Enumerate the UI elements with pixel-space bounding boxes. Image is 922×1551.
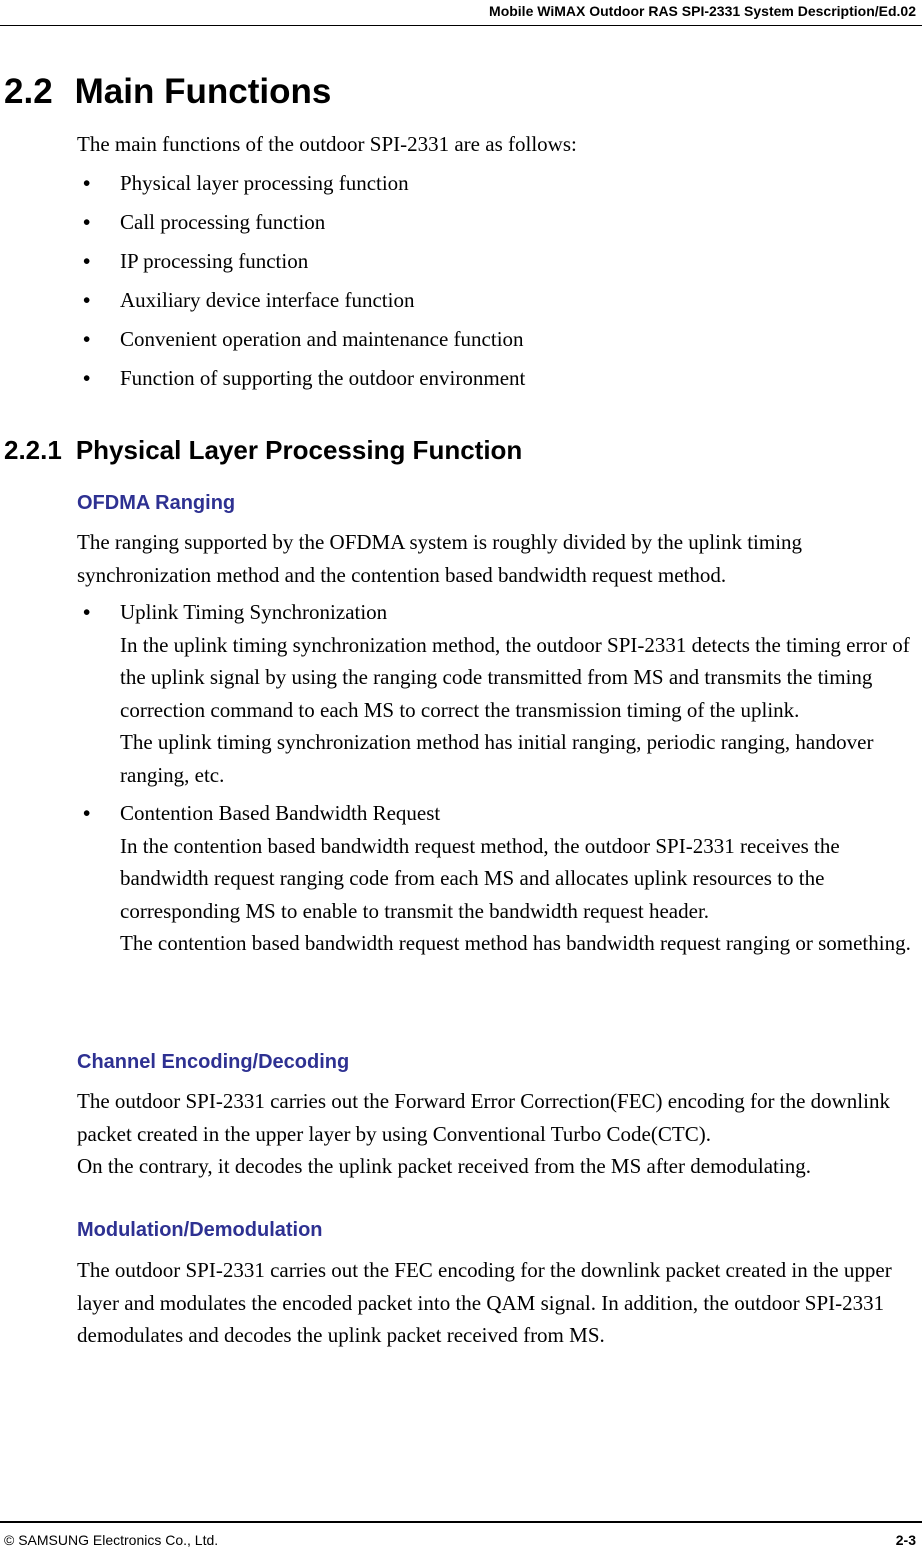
section-title: Main Functions [74, 72, 332, 111]
bullet: • [83, 210, 91, 234]
list-item [77, 797, 919, 960]
list-item: • Auxiliary device interface function [77, 281, 919, 320]
item-paragraph: The uplink timing synchronization method has initial ranging, periodic ranging, handover ranging, etc. [120, 730, 874, 787]
page-number: 2-3 [895, 1532, 916, 1548]
header-rule [0, 25, 922, 26]
list-item: • Convenient operation and maintenance function [77, 320, 919, 359]
item-paragraph: In the uplink timing synchronization method, the outdoor SPI-2331 detects the timing error of the uplink signal by using the ranging code transmitted from MS and transmits the timing correction command to each MS to correct the transmission timing of the uplink. [120, 632, 910, 722]
item-title: Contention Based Bandwidth Request [120, 801, 441, 825]
bullet: • [83, 366, 91, 390]
subsection-title: Physical Layer Processing Function [75, 435, 523, 465]
item-paragraph: The contention based bandwidth request method has bandwidth request ranging or something. [120, 931, 911, 955]
footer-rule [0, 1521, 922, 1523]
ofdma-intro: The ranging supported by the OFDMA system is roughly divided by the uplink timing synchronization method and the contention based bandwidth request method. [77, 530, 803, 587]
modulation-heading: Modulation/Demodulation [77, 1219, 323, 1241]
bullet: • [83, 171, 91, 195]
footer-copyright: © SAMSUNG Electronics Co., Ltd. [4, 1532, 219, 1548]
channel-coding-heading: Channel Encoding/Decoding [77, 1051, 350, 1073]
modulation-text: The outdoor SPI-2331 carries out the FEC encoding for the downlink packet created in the upper layer and modulates the encoded packet into the QAM signal. In addition, the outdoor SPI-2331 demodulates and decodes the uplink packet received from MS. [77, 1258, 892, 1347]
bullet: • [83, 288, 91, 312]
main-functions-list [77, 164, 919, 398]
subsection-number: 2.2.1 [4, 435, 62, 465]
list-item: • IP processing function [77, 242, 919, 281]
list-item: • Function of supporting the outdoor environment [77, 359, 919, 398]
ranging-methods-list [77, 596, 919, 960]
list-item: • Physical layer processing function [77, 164, 919, 203]
bullet: • [83, 249, 91, 273]
bullet: • [83, 801, 91, 825]
item-title: Uplink Timing Synchronization [120, 600, 388, 624]
section-heading [4, 72, 331, 112]
item-paragraph: In the contention based bandwidth request method, the outdoor SPI-2331 receives the bandwidth request ranging code from each MS and allocates uplink resources to the corresponding MS to enable to transmit the bandwidth request header. [120, 833, 840, 923]
section-number: 2.2 [4, 72, 53, 111]
bullet: • [83, 327, 91, 351]
ofdma-ranging-heading: OFDMA Ranging [77, 492, 236, 514]
channel-coding-text: The outdoor SPI-2331 carries out the Forward Error Correction(FEC) encoding for the downlink packet created in the upper layer by using Conventional Turbo Code(CTC). On the contrary, it decodes the uplink packet received from the MS after demodulating. [77, 1089, 890, 1178]
bullet: • [83, 600, 91, 624]
list-item [77, 596, 919, 791]
section-intro: The main functions of the outdoor SPI-2331 are as follows: [77, 132, 577, 156]
subsection-heading [4, 435, 522, 466]
running-header: Mobile WiMAX Outdoor RAS SPI-2331 System Description/Ed.02 [489, 3, 916, 19]
list-item: • Call processing function [77, 203, 919, 242]
